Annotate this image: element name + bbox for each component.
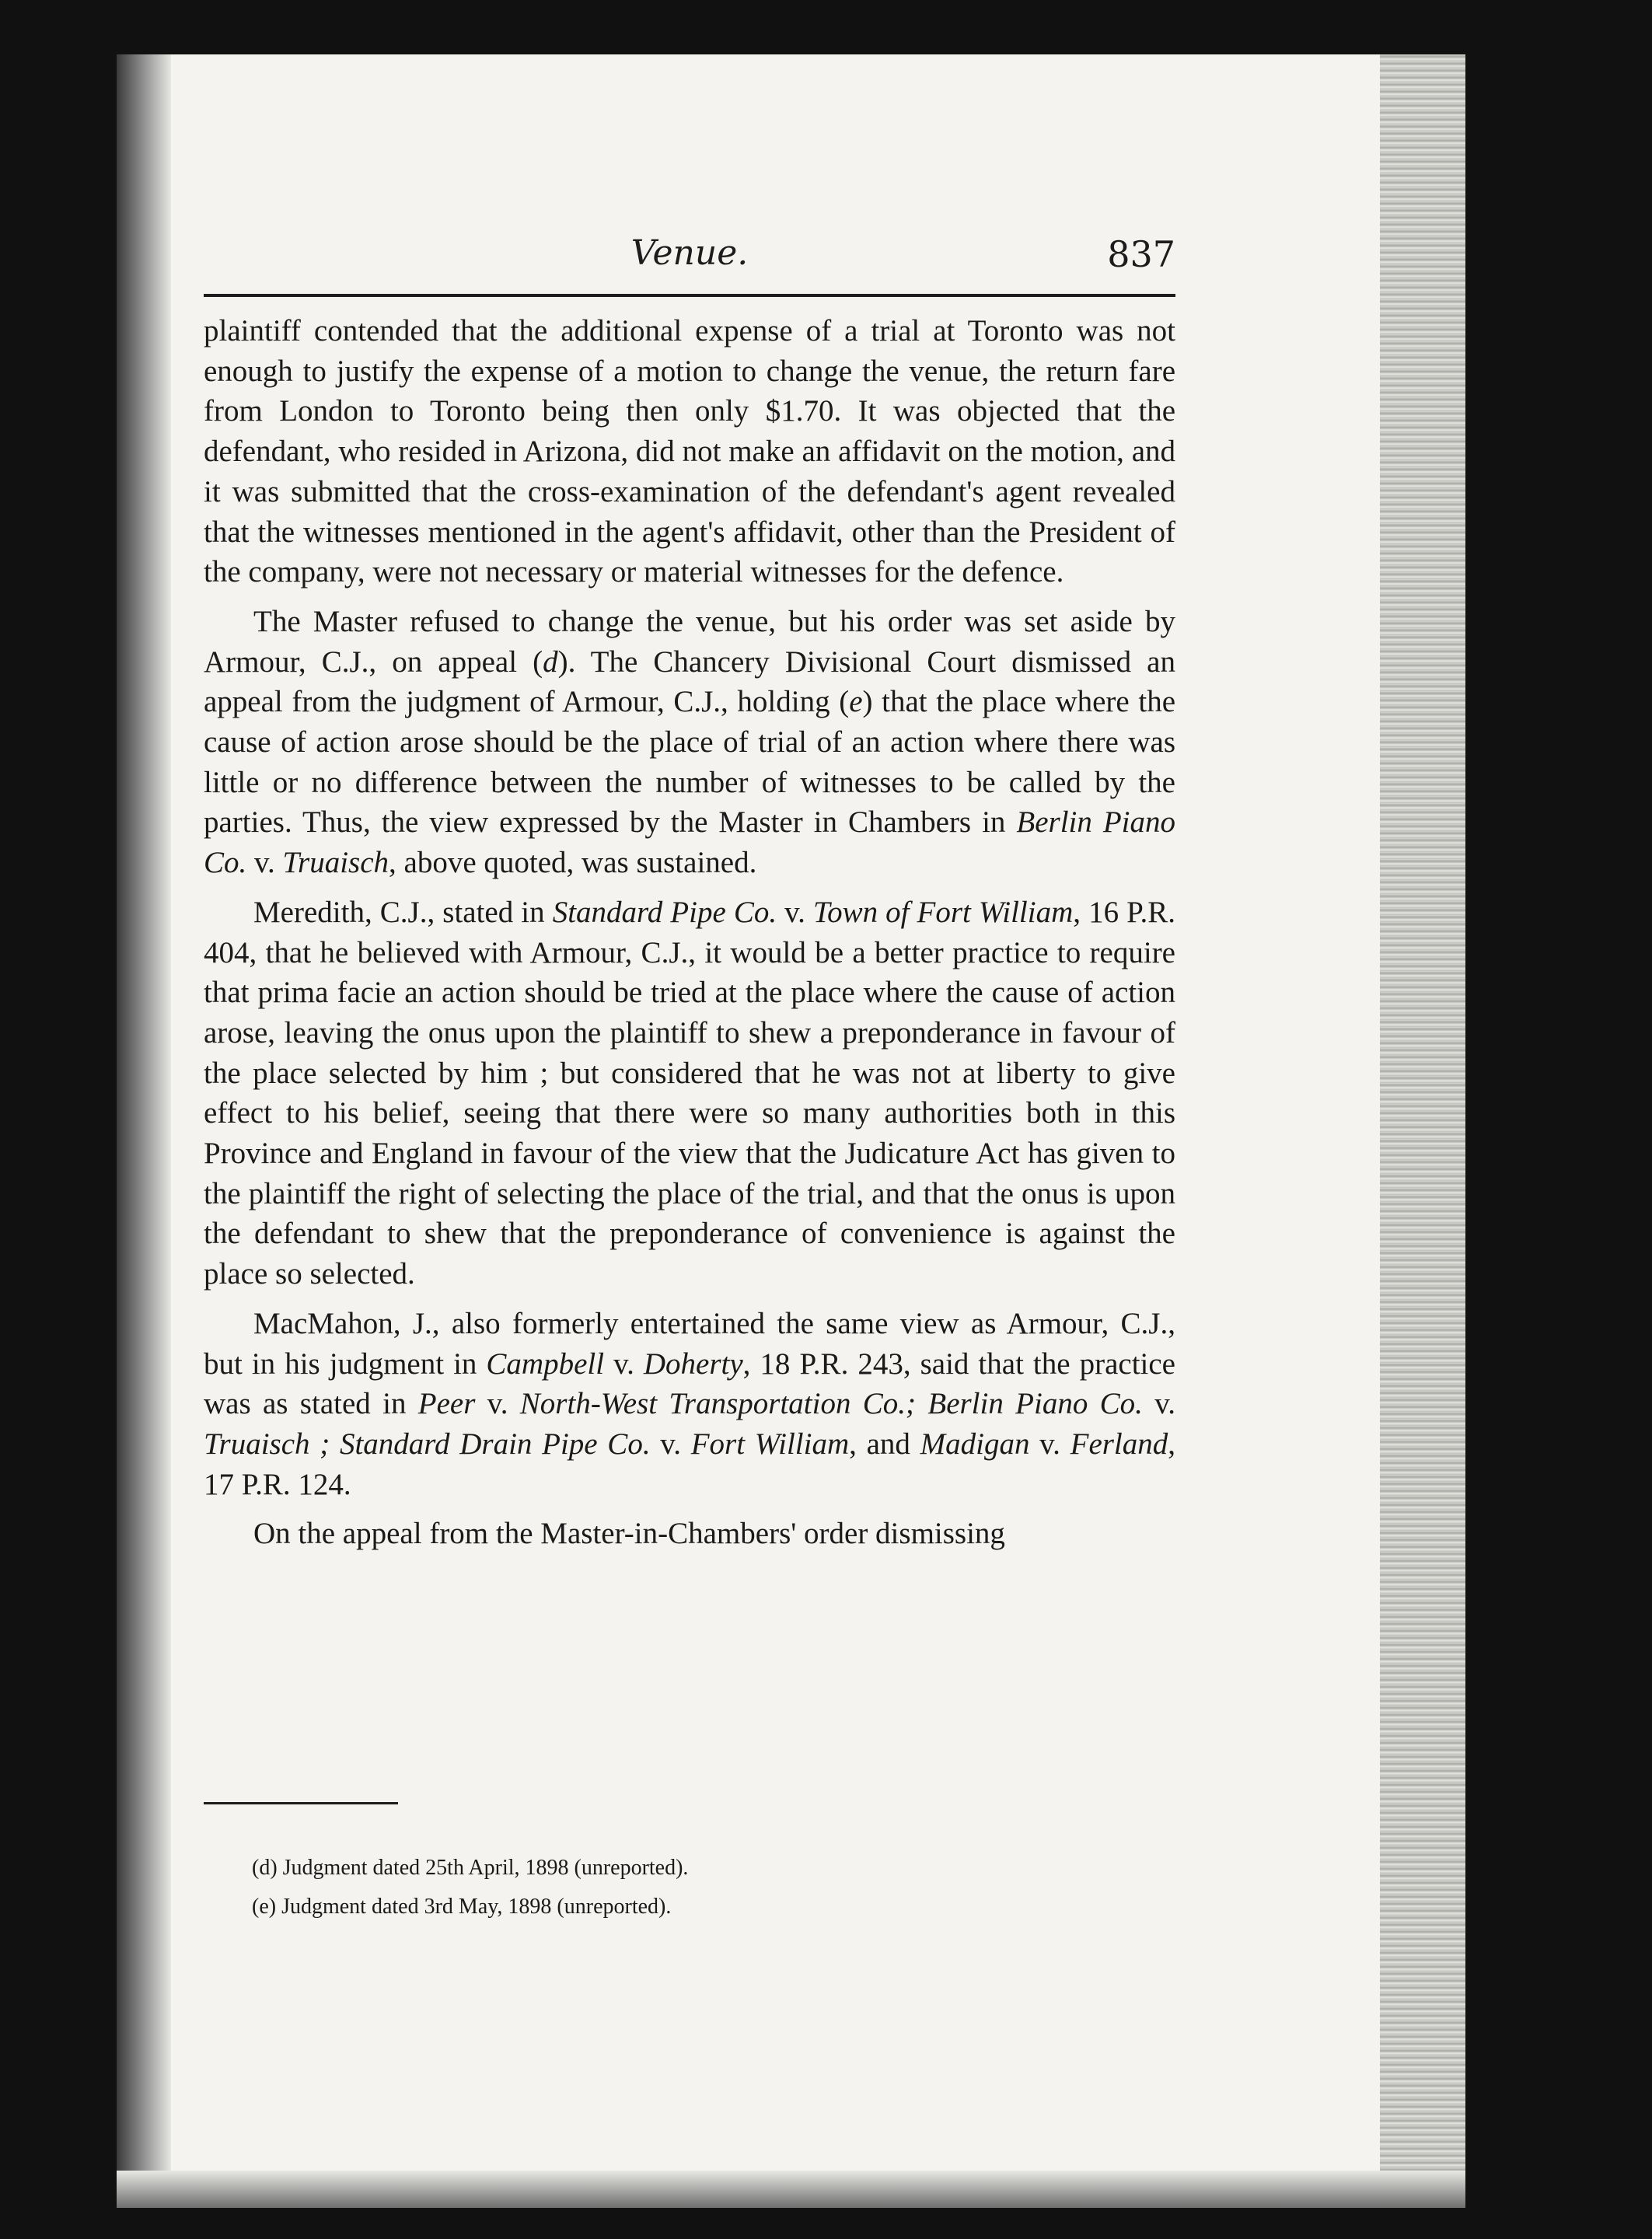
running-head: [204, 233, 1175, 288]
paragraph: [204, 311, 1175, 592]
italic-run: Town of Fort William: [812, 895, 1074, 929]
italic-run: Fort William: [690, 1427, 850, 1461]
page-binding-shadow: [117, 54, 171, 2208]
running-title: Venue.: [630, 233, 749, 273]
page-number: 837: [1107, 233, 1175, 275]
italic-run: Berlin Piano Co.: [204, 805, 1175, 880]
italic-run: d: [543, 644, 558, 679]
text-run: , 16 P.R. 404, that he believed with Armour, C.J., it would be a better practice to require that prima facie an action should be tried at the place where the cause of action arose, leaving the onus upon the plaintiff to shew a preponderance in favour of the place selected by him ; but considered that he was not at liberty to give effect to his belief, seeing that there were so many authorities both in this Province and England in favour of the view that the Judicature Act has given to the plaintiff the right of selecting the place of the trial, and that the onus is upon the defendant to shew that the preponderance of convenience is against the place so selected.: [204, 895, 1176, 1291]
italic-run: North-West Transportation Co.; Berlin Piano Co.: [519, 1387, 1143, 1421]
text-run: v.: [1142, 1387, 1175, 1421]
body-text: [204, 311, 1175, 1563]
text-run: MacMahon, J., also formerly entertained the same view as Armour, C.J., but in his judgment in: [204, 1306, 1175, 1381]
italic-run: Doherty: [643, 1347, 743, 1381]
italic-run: Peer: [417, 1387, 476, 1421]
text-run: , above quoted, was sustained.: [389, 846, 757, 880]
text-run: plaintiff contended that the additional expense of a trial at Toronto was not enough to justify the expense of a motion to change the venue, the return fare from London to Toronto being then only $1.70. It was objected that the defendant, who resided in Arizona, did not make an affidavit on the motion, and it was submitted that the cross-examination of the defendant's agent revealed that the witnesses mentioned in the agent's affidavit, other than the President of the company, were not necessary or material witnesses for the defence.: [204, 314, 1175, 589]
header-rule: [204, 294, 1175, 297]
paragraph: [204, 1514, 1175, 1554]
text-run: , 17 P.R. 124.: [204, 1427, 1176, 1501]
text-run: v.: [650, 1427, 691, 1461]
footnote-d: (d) Judgment dated 25th April, 1898 (unreported).: [252, 1856, 689, 1880]
text-run: v.: [1029, 1427, 1070, 1461]
page-bottom-shadow: [117, 2171, 1465, 2208]
italic-run: Truaisch ; Standard Drain Pipe Co.: [204, 1427, 651, 1461]
footnotes: [204, 1849, 1175, 1926]
italic-run: Truaisch: [282, 846, 389, 880]
italic-run: Ferland: [1070, 1427, 1168, 1461]
paragraph: [204, 602, 1175, 883]
text-run: On the appeal from the Master-in-Chambers' order dismissing: [253, 1517, 1005, 1551]
footnote-rule: [204, 1802, 398, 1804]
text-run: v.: [475, 1387, 520, 1421]
page-edge-scan-noise: [1380, 54, 1465, 2208]
text-run: , and: [849, 1427, 920, 1461]
text-run: ) that the place where the cause of action arose should be the place of trial of an action where there was little or no difference between the number of witnesses to be called by the parties. Thus, the view expressed by the Master in Chambers in: [204, 685, 1176, 840]
text-run: v.: [777, 895, 813, 929]
italic-run: Standard Pipe Co.: [552, 895, 777, 929]
text-run: Meredith, C.J., stated in: [253, 895, 553, 929]
italic-run: e: [849, 685, 863, 719]
text-run: ). The Chancery Divisional Court dismissed an appeal from the judgment of Armour, C.J., holding (: [204, 644, 1175, 719]
text-run: , 18 P.R. 243, said that the practice was as stated in: [204, 1347, 1175, 1421]
footnote-e: (e) Judgment dated 3rd May, 1898 (unreported).: [252, 1895, 672, 1919]
italic-run: Campbell: [486, 1347, 605, 1381]
paragraph: [204, 1304, 1175, 1505]
paragraph: [204, 892, 1175, 1294]
text-run: v.: [604, 1347, 644, 1381]
text-run: v.: [246, 846, 283, 880]
italic-run: Madigan: [920, 1427, 1030, 1461]
text-run: The Master refused to change the venue, but his order was set aside by Armour, C.J., on appeal (: [204, 604, 1175, 679]
